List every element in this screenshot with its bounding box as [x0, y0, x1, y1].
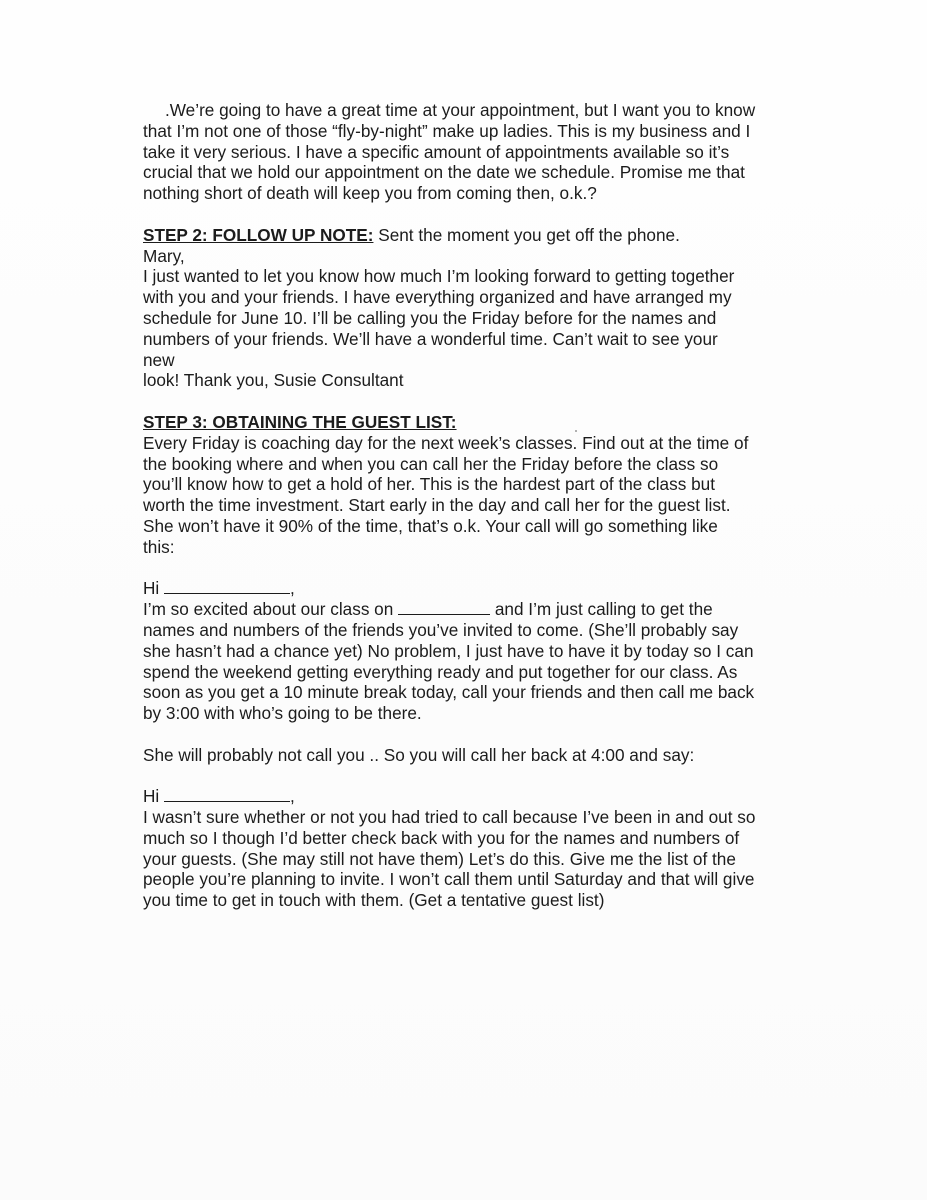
step2-line: numbers of your friends. We’ll have a wonderful time. Can’t wait to see your — [143, 328, 718, 349]
call2-line: your guests. (She may still not have them) Let’s do this. Give me the list of the — [143, 848, 736, 869]
call1-greeting-line — [143, 578, 803, 599]
step2-line: look! Thank you, Susie Consultant — [143, 370, 404, 391]
paragraph-gap — [143, 558, 803, 579]
call1-before-blank: I’m so excited about our class on — [143, 599, 399, 620]
document-body — [143, 100, 803, 911]
intro-line: .We’re going to have a great time at your appointment, but I want you to know — [165, 100, 756, 120]
intro-line: that I’m not one of those “fly-by-night” make up ladies. This is my business and I — [143, 120, 751, 141]
call1-line: by 3:00 with who’s going to be there. — [143, 703, 422, 724]
paragraph-gap — [143, 766, 803, 787]
step3-line: She won’t have it 90% of the time, that’s o.k. Your call will go something like — [143, 515, 718, 536]
step2-heading-line — [143, 225, 803, 246]
call2-line: much so I though I’d better check back with you for the names and numbers of — [143, 827, 740, 848]
intro-paragraph — [143, 100, 803, 204]
name-blank — [164, 787, 290, 802]
paragraph-gap — [143, 204, 803, 225]
step3-line: worth the time investment. Start early in the day and call her for the guest list. — [143, 495, 731, 516]
step3-line: the booking where and when you can call her the Friday before the class so — [143, 453, 719, 474]
step2-line: with you and your friends. I have everything organized and have arranged my — [143, 287, 732, 308]
step2-line: I just wanted to let you know how much I’m looking forward to getting together — [143, 266, 735, 287]
step2-section — [143, 225, 803, 391]
call2-greeting-line — [143, 786, 803, 807]
followup-line: She will probably not call you .. So you will call her back at 4:00 and say: — [143, 744, 695, 765]
call1-line: names and numbers of the friends you’ve invited to come. (She’ll probably say — [143, 619, 739, 640]
step2-heading: STEP 2: FOLLOW UP NOTE: — [143, 224, 374, 245]
call1-date-line — [143, 599, 803, 620]
call1-line: soon as you get a 10 minute break today, call your friends and then call me back — [143, 682, 755, 703]
step3-line: this: — [143, 536, 175, 557]
call-script-1 — [143, 578, 803, 724]
intro-line: crucial that we hold our appointment on the date we schedule. Promise me that — [143, 162, 745, 183]
call1-greeting: Hi — [143, 578, 160, 599]
call1-line: she hasn’t had a chance yet) No problem, I just have to have it by today so I can — [143, 640, 754, 661]
call2-line: you time to get in touch with them. (Get a tentative guest list) — [143, 890, 605, 911]
scan-speck — [575, 430, 577, 432]
call2-greeting-comma: , — [290, 786, 295, 807]
step2-line: Mary, — [143, 245, 185, 266]
step2-line: new — [143, 349, 175, 370]
name-blank — [164, 579, 290, 594]
call1-line: spend the weekend getting everything ready and put together for our class. As — [143, 661, 738, 682]
step3-section — [143, 412, 803, 558]
date-blank — [398, 600, 490, 615]
call2-line: I wasn’t sure whether or not you had tried to call because I’ve been in and out so — [143, 807, 756, 828]
call-script-2 — [143, 786, 803, 911]
intro-line: take it very serious. I have a specific amount of appointments available so it’s — [143, 141, 730, 162]
paragraph-gap — [143, 724, 803, 745]
call2-greeting: Hi — [143, 786, 160, 807]
call2-line: people you’re planning to invite. I won’t call them until Saturday and that will give — [143, 869, 755, 890]
step3-line: you’ll know how to get a hold of her. This is the hardest part of the class but — [143, 474, 715, 495]
paragraph-gap — [143, 391, 803, 412]
step3-line: Every Friday is coaching day for the next week’s classes. Find out at the time of — [143, 432, 749, 453]
intro-line: nothing short of death will keep you from coming then, o.k.? — [143, 183, 597, 204]
step2-line: schedule for June 10. I’ll be calling you the Friday before for the names and — [143, 307, 717, 328]
step2-heading-rest: Sent the moment you get off the phone. — [373, 224, 680, 245]
call1-greeting-comma: , — [290, 578, 295, 599]
step3-heading: STEP 3: OBTAINING THE GUEST LIST: — [143, 411, 457, 432]
call1-after-blank: and I’m just calling to get the — [490, 599, 713, 620]
